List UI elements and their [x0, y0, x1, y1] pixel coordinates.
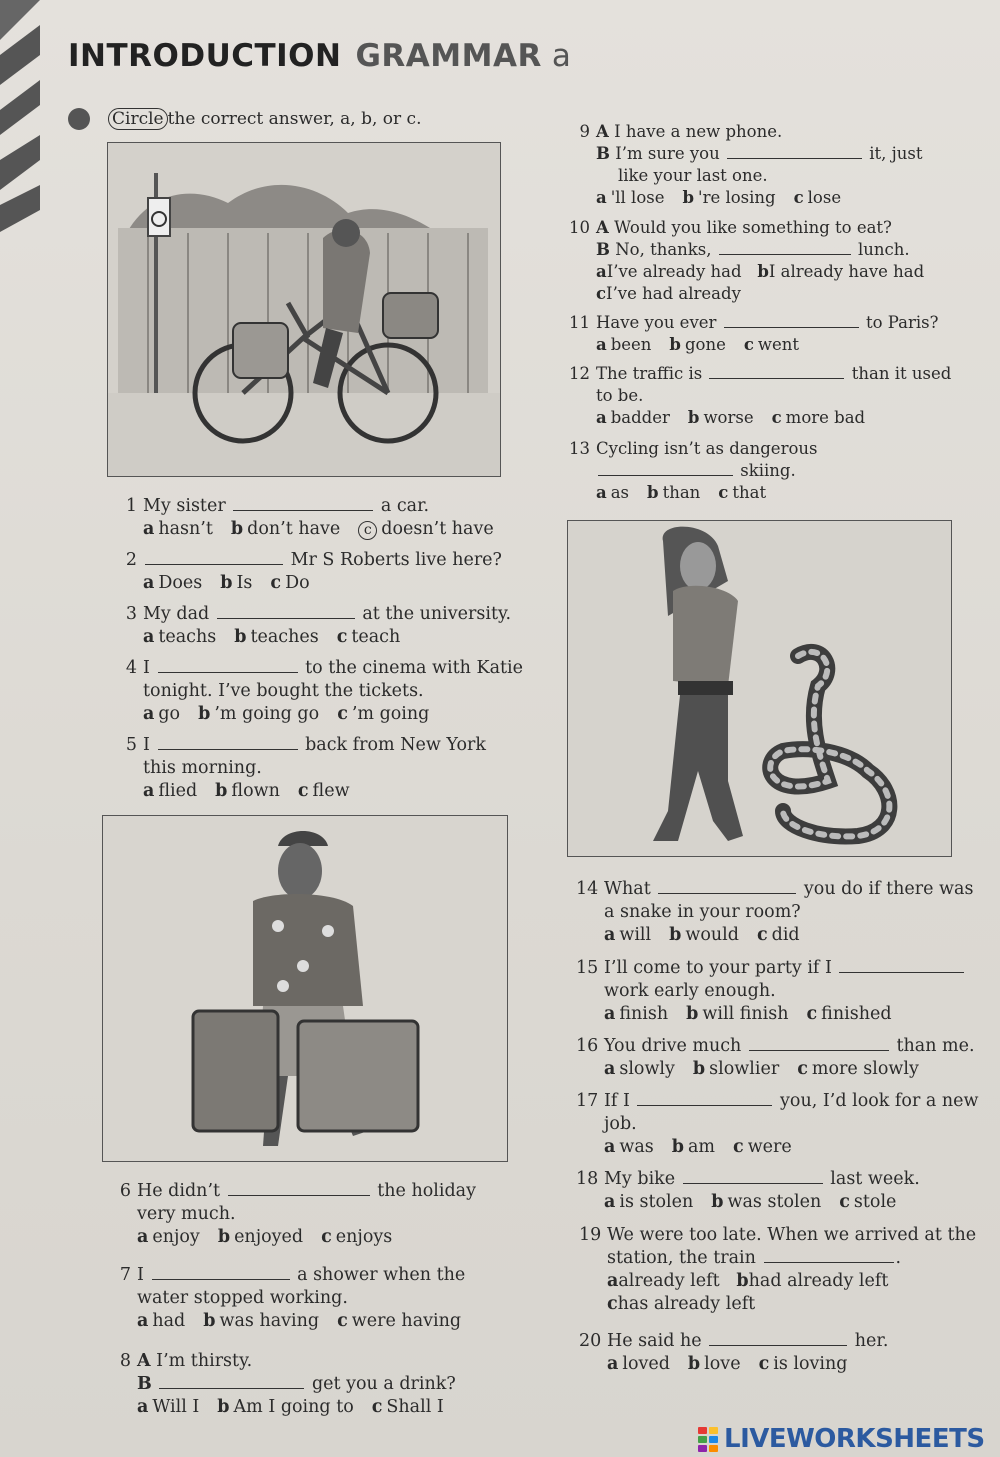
- question-text: a car.: [380, 496, 430, 516]
- question-7: [119, 1264, 479, 1333]
- question-text: water stopped working.: [137, 1288, 348, 1308]
- speaker-label: B: [596, 144, 610, 163]
- options: [143, 572, 502, 595]
- question-number: 10: [569, 218, 590, 237]
- question-text: My bike: [604, 1169, 676, 1189]
- answer-blank[interactable]: [658, 878, 796, 894]
- option-b[interactable]: b Am I going to: [217, 1397, 354, 1417]
- question-text: If I: [604, 1091, 630, 1111]
- option-b[interactable]: bhad already left: [736, 1271, 889, 1291]
- answer-blank[interactable]: [709, 1330, 847, 1346]
- question-text: My dad: [143, 604, 210, 624]
- option-a[interactable]: a finish: [604, 1004, 669, 1024]
- question-text: .: [895, 1248, 902, 1268]
- question-text: I: [137, 1265, 144, 1285]
- option-b[interactable]: b flown: [215, 781, 280, 801]
- options: [596, 334, 938, 356]
- question-6: [119, 1180, 476, 1249]
- answer-blank[interactable]: [724, 312, 859, 328]
- answer-blank[interactable]: [217, 603, 355, 619]
- option-a[interactable]: a is stolen: [604, 1192, 694, 1212]
- answer-blank[interactable]: [158, 734, 298, 750]
- answer-blank[interactable]: [764, 1247, 894, 1263]
- option-b[interactable]: b was stolen: [711, 1192, 822, 1212]
- question-text: He said he: [607, 1331, 702, 1351]
- options: [604, 1058, 975, 1081]
- snake-illustration: [567, 520, 952, 857]
- question-19: [579, 1224, 977, 1316]
- question-text: Mr S Roberts live here?: [290, 550, 502, 570]
- question-12: [569, 363, 952, 429]
- option-a[interactable]: a loved: [607, 1354, 670, 1374]
- question-text: You drive much: [604, 1036, 742, 1056]
- answer-blank[interactable]: [719, 239, 851, 255]
- question-number: 7: [119, 1265, 131, 1285]
- speaker-label: A: [137, 1351, 151, 1371]
- question-16: [576, 1035, 975, 1081]
- option-a[interactable]: a will: [604, 925, 652, 945]
- question-number: 4: [125, 658, 137, 678]
- question-8: [119, 1350, 462, 1419]
- question-number: 17: [576, 1091, 599, 1111]
- question-text: it, just: [869, 144, 923, 163]
- answer-blank[interactable]: [228, 1180, 370, 1196]
- instruction: [68, 108, 421, 130]
- answer-blank[interactable]: [233, 495, 373, 511]
- option-c[interactable]: c finished: [806, 1004, 892, 1024]
- question-number: 13: [569, 439, 590, 458]
- question-number: 5: [125, 735, 137, 755]
- option-a[interactable]: a badder: [596, 408, 670, 427]
- question-5: [125, 734, 486, 803]
- option-c[interactable]: c more bad: [771, 408, 866, 427]
- title-letter: a: [551, 38, 572, 74]
- options: [143, 703, 523, 726]
- option-b[interactable]: b would: [669, 925, 739, 945]
- question-number: 12: [569, 364, 590, 383]
- question-2: [125, 549, 502, 595]
- question-text: We were too late. When we arrived at the: [607, 1225, 977, 1245]
- options: [607, 1353, 888, 1376]
- question-text: you do if there was: [803, 879, 974, 899]
- question-text: work early enough.: [604, 981, 776, 1001]
- speaker-label: A: [596, 122, 609, 141]
- option-b[interactable]: b than: [647, 483, 701, 502]
- question-14: [576, 878, 974, 947]
- options: [143, 626, 511, 649]
- question-3: [125, 603, 512, 649]
- question-text: I’ll come to your party if I: [604, 958, 832, 978]
- option-c[interactable]: c Do: [270, 573, 310, 593]
- option-a[interactable]: a slowly: [604, 1059, 675, 1079]
- answer-blank[interactable]: [598, 460, 733, 476]
- question-text: last week.: [830, 1169, 920, 1189]
- answer-blank[interactable]: [749, 1035, 889, 1051]
- option-a[interactable]: a Will I: [137, 1397, 200, 1417]
- option-c[interactable]: cI’ve had already: [596, 284, 741, 303]
- title-grammar: GRAMMAR: [355, 38, 542, 74]
- options: [143, 518, 512, 541]
- circled-option-mark: c: [358, 521, 377, 540]
- option-b[interactable]: b 're losing: [682, 188, 776, 207]
- question-text: station, the train: [607, 1248, 756, 1268]
- option-a[interactable]: a 'll lose: [596, 188, 665, 207]
- answer-blank[interactable]: [637, 1090, 772, 1106]
- option-c[interactable]: c teach: [336, 627, 401, 647]
- question-text: skiing.: [740, 461, 796, 480]
- options: [604, 1191, 920, 1214]
- options: [137, 1226, 476, 1249]
- option-c[interactable]: c were: [733, 1137, 792, 1157]
- option-b[interactable]: b enjoyed: [217, 1227, 304, 1247]
- options: [596, 187, 922, 209]
- traveller-drawing: [103, 816, 507, 1161]
- question-text: back from New York: [305, 735, 486, 755]
- option-b[interactable]: b love: [687, 1354, 741, 1374]
- option-a[interactable]: aalready left: [607, 1271, 720, 1291]
- bullet-icon: [68, 108, 90, 130]
- option-c[interactable]: c doesn’t have: [358, 519, 493, 539]
- option-a[interactable]: a hasn’t: [143, 519, 213, 539]
- question-number: 11: [569, 313, 590, 332]
- options: [143, 780, 486, 803]
- answer-blank[interactable]: [158, 657, 298, 673]
- option-a[interactable]: aI’ve already had: [596, 262, 742, 281]
- question-text: this morning.: [143, 758, 262, 778]
- option-a[interactable]: a flied: [143, 781, 198, 801]
- answer-blank[interactable]: [152, 1264, 290, 1280]
- cyclist-drawing: [108, 143, 500, 476]
- question-number: 19: [579, 1225, 602, 1245]
- option-b[interactable]: b don’t have: [230, 519, 341, 539]
- question-text: job.: [604, 1114, 637, 1134]
- question-number: 15: [576, 958, 599, 978]
- options: [604, 924, 973, 947]
- option-b[interactable]: b worse: [687, 408, 754, 427]
- page-title: [68, 38, 571, 74]
- question-number: 18: [576, 1169, 599, 1189]
- question-10: [569, 217, 925, 305]
- option-c[interactable]: c is loving: [758, 1354, 848, 1374]
- answer-blank[interactable]: [727, 143, 862, 159]
- question-text: to be.: [596, 386, 644, 405]
- question-text: The traffic is: [596, 364, 703, 383]
- option-c[interactable]: c were having: [337, 1311, 462, 1331]
- option-c[interactable]: c enjoys: [321, 1227, 393, 1247]
- question-text: He didn’t: [137, 1181, 221, 1201]
- decorative-rays: [0, 0, 40, 235]
- question-13: [569, 438, 818, 504]
- question-17: [576, 1090, 979, 1159]
- option-a[interactable]: a as: [596, 483, 630, 502]
- option-b[interactable]: b am: [671, 1137, 716, 1157]
- question-text: I have a new phone.: [614, 122, 783, 141]
- question-text: Have you ever: [596, 313, 717, 332]
- question-text: at the university.: [362, 604, 512, 624]
- option-a[interactable]: a was: [604, 1137, 654, 1157]
- question-number: 8: [119, 1351, 131, 1371]
- question-text: a shower when the: [297, 1265, 466, 1285]
- cyclist-illustration: [107, 142, 501, 477]
- question-text: What: [604, 879, 651, 899]
- option-c[interactable]: c that: [718, 483, 767, 502]
- option-b[interactable]: b was having: [203, 1311, 320, 1331]
- question-4: [125, 657, 523, 726]
- question-text: than me.: [896, 1036, 975, 1056]
- question-text: I: [143, 658, 150, 678]
- question-text: lunch.: [858, 240, 910, 259]
- option-a[interactable]: a teachs: [143, 627, 217, 647]
- instruction-circled-word: Circle: [108, 108, 168, 130]
- option-a[interactable]: a enjoy: [137, 1227, 200, 1247]
- option-c[interactable]: c stole: [839, 1192, 897, 1212]
- option-b[interactable]: b ’m going go: [198, 704, 320, 724]
- traveller-illustration: [102, 815, 508, 1162]
- option-c[interactable]: c Shall I: [371, 1397, 444, 1417]
- question-text: the holiday: [377, 1181, 476, 1201]
- option-b[interactable]: b gone: [669, 335, 726, 354]
- option-c[interactable]: c flew: [297, 781, 350, 801]
- question-text: My sister: [143, 496, 226, 516]
- answer-blank[interactable]: [709, 363, 844, 379]
- question-text: No, thanks,: [615, 240, 712, 259]
- question-text: Cycling isn’t as dangerous: [596, 439, 818, 458]
- logo-icon: [698, 1427, 718, 1451]
- option-c[interactable]: c went: [743, 335, 800, 354]
- options: [137, 1310, 479, 1333]
- options: [596, 407, 951, 429]
- option-c[interactable]: chas already left: [607, 1294, 756, 1314]
- option-b[interactable]: bI already have had: [757, 262, 925, 281]
- question-text: very much.: [137, 1204, 236, 1224]
- question-text: a snake in your room?: [604, 902, 801, 922]
- question-number: 16: [576, 1036, 599, 1056]
- options: [604, 1003, 966, 1026]
- question-text: her.: [854, 1331, 889, 1351]
- answer-blank[interactable]: [683, 1168, 823, 1184]
- option-a[interactable]: a go: [143, 704, 181, 724]
- question-number: 1: [125, 496, 137, 516]
- speaker-label: B: [137, 1374, 152, 1394]
- question-1: [125, 495, 512, 541]
- question-text: like your last one.: [618, 166, 768, 185]
- answer-blank[interactable]: [145, 549, 283, 565]
- question-number: 2: [125, 550, 137, 570]
- answer-blank[interactable]: [839, 957, 964, 973]
- snake-drawing: [568, 521, 951, 856]
- question-number: 9: [579, 122, 590, 141]
- option-a[interactable]: a had: [137, 1311, 186, 1331]
- question-text: to Paris?: [865, 313, 939, 332]
- title-introduction: INTRODUCTION: [68, 38, 342, 74]
- question-text: get you a drink?: [311, 1374, 456, 1394]
- answer-blank[interactable]: [159, 1373, 304, 1389]
- question-9: [579, 121, 923, 209]
- instruction-text: the correct answer, a, b, or c.: [167, 109, 422, 129]
- question-text: tonight. I’ve bought the tickets.: [143, 681, 424, 701]
- question-number: 3: [125, 604, 137, 624]
- logo-text: LIVEWORKSHEETS: [724, 1424, 985, 1454]
- option-c[interactable]: c did: [756, 925, 800, 945]
- question-text: Would you like something to eat?: [614, 218, 892, 237]
- question-15: [576, 957, 966, 1026]
- question-text: than it used: [851, 364, 952, 383]
- options: [596, 482, 818, 504]
- question-text: I’m sure you: [615, 144, 720, 163]
- option-b[interactable]: b Is: [220, 573, 253, 593]
- liveworksheets-logo: [698, 1424, 985, 1454]
- speaker-label: A: [596, 218, 609, 237]
- question-text: I: [143, 735, 150, 755]
- question-number: 6: [119, 1181, 131, 1201]
- option-c[interactable]: c lose: [793, 188, 842, 207]
- option-b[interactable]: b teaches: [234, 627, 319, 647]
- question-18: [576, 1168, 920, 1214]
- option-b[interactable]: b will finish: [686, 1004, 789, 1024]
- question-number: 14: [576, 879, 599, 899]
- option-a[interactable]: a Does: [143, 573, 203, 593]
- question-11: [569, 312, 939, 356]
- question-text: to the cinema with Katie: [305, 658, 523, 678]
- options: [137, 1396, 462, 1419]
- option-a[interactable]: a been: [596, 335, 652, 354]
- question-number: 20: [579, 1331, 602, 1351]
- options: [604, 1136, 978, 1159]
- question-20: [579, 1330, 889, 1376]
- speaker-label: B: [596, 240, 610, 259]
- option-b[interactable]: b slowlier: [692, 1059, 780, 1079]
- question-text: you, I’d look for a new: [780, 1091, 979, 1111]
- option-c[interactable]: c ’m going: [337, 704, 430, 724]
- question-text: I’m thirsty.: [156, 1351, 253, 1371]
- option-c[interactable]: c more slowly: [797, 1059, 919, 1079]
